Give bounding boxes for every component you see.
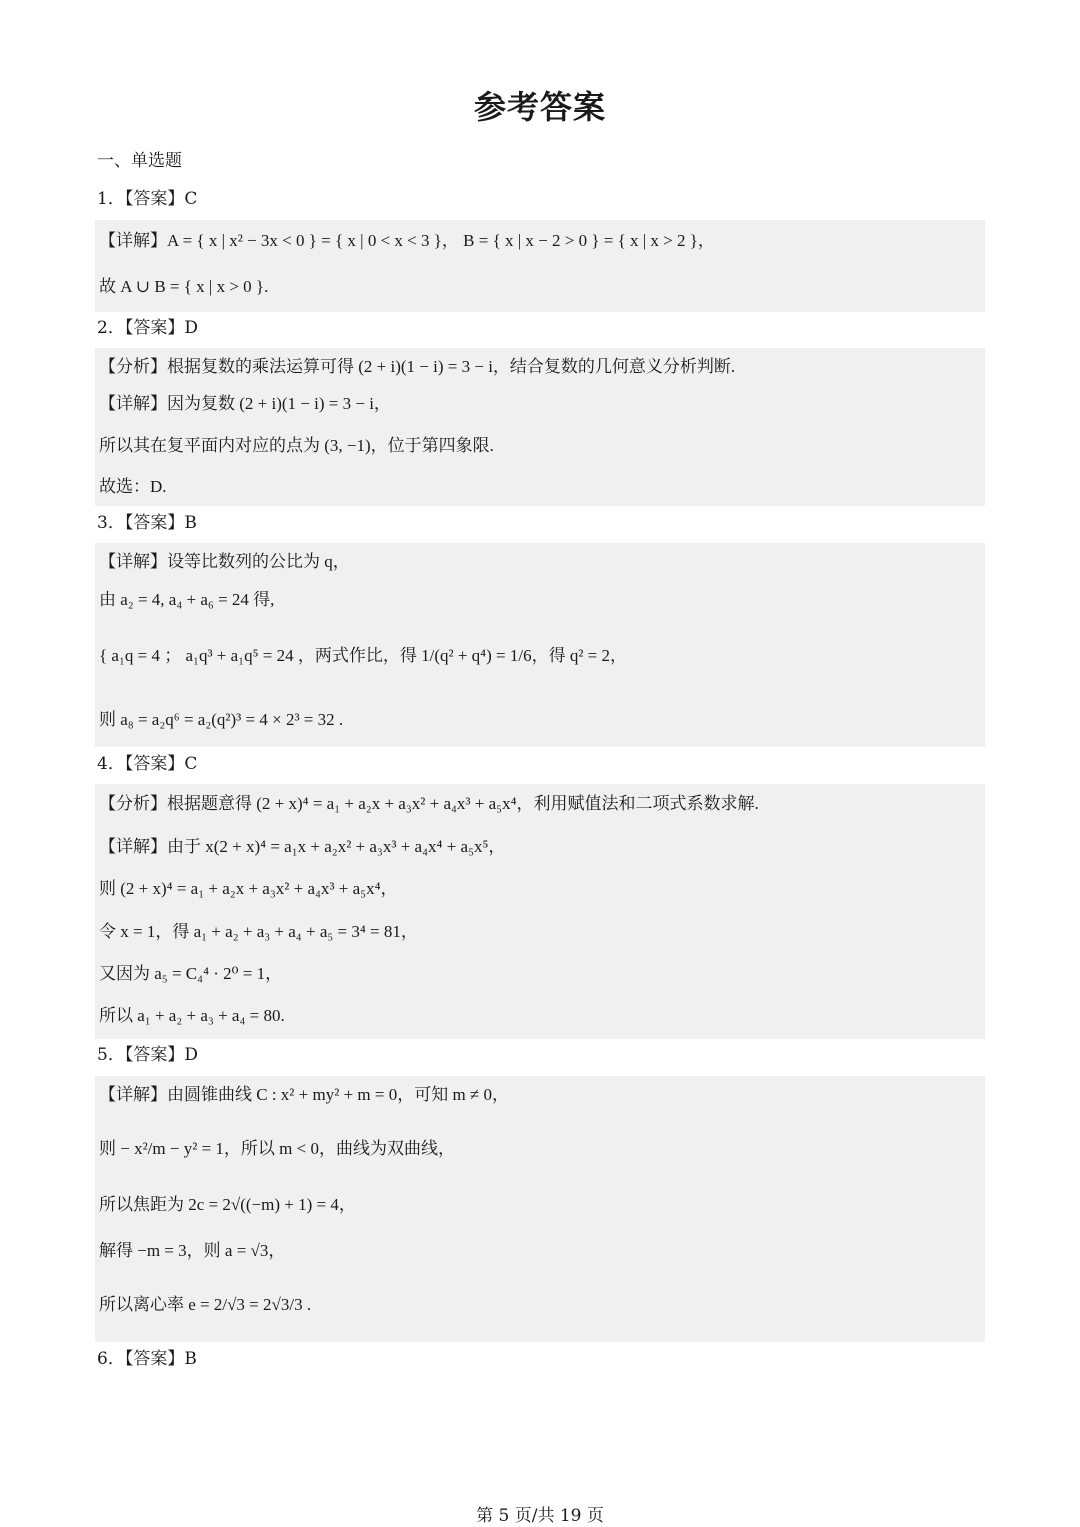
explanation-line: 所以 a₁ + a₂ + a₃ + a₄ = 80. — [99, 1006, 285, 1025]
explanation-line: 【详解】A = { x | x² − 3x < 0 } = { x | 0 < x < 3 }， B = { x | x − 2 > 0 } = { x | x > 2 }， — [99, 231, 715, 250]
answer-1: 1．【答案】C — [97, 189, 198, 209]
explanation-line: 所以离心率 e = 2/√3 = 2√3/3 . — [99, 1295, 312, 1314]
explanation-line: 则 a₈ = a₂q⁶ = a₂(q²)³ = 4 × 2³ = 32 . — [99, 710, 344, 729]
explanation-box-1 — [95, 220, 985, 312]
explanation-box-5 — [95, 1076, 985, 1342]
explanation-box-4 — [95, 784, 985, 1039]
explanation-line: 所以焦距为 2c = 2√((−m) + 1) = 4， — [99, 1195, 356, 1214]
explanation-box-3 — [95, 543, 985, 747]
explanation-line: 解得 −m = 3，则 a = √3， — [99, 1241, 286, 1260]
explanation-line: 又因为 a₅ = C₄⁴ · 2⁰ = 1， — [99, 964, 283, 983]
answer-3: 3．【答案】B — [97, 513, 197, 533]
explanation-box-2 — [95, 348, 985, 506]
page-title: 参考答案 — [473, 88, 606, 126]
section-heading: 一、单选题 — [97, 151, 182, 171]
explanation-line: 【分析】根据题意得 (2 + x)⁴ = a₁ + a₂x + a₃x² + a₄x³ + a₅x⁴，利用赋值法和二项式系数求解. — [99, 794, 759, 813]
explanation-line: 【详解】设等比数列的公比为 q， — [99, 552, 350, 571]
answer-6: 6．【答案】B — [97, 1349, 197, 1369]
explanation-line: 【详解】由于 x(2 + x)⁴ = a₁x + a₂x² + a₃x³ + a₄x⁴ + a₅x⁵， — [99, 837, 506, 856]
explanation-line: 故选：D. — [99, 477, 167, 496]
answer-2: 2．【答案】D — [97, 318, 198, 338]
explanation-line: 令 x = 1，得 a₁ + a₂ + a₃ + a₄ + a₅ = 3⁴ = 81， — [99, 922, 418, 941]
page-footer: 第 5 页/共 19 页 — [476, 1506, 604, 1526]
explanation-line: 则 − x²/m − y² = 1，所以 m < 0，曲线为双曲线， — [99, 1139, 455, 1158]
explanation-line: 【详解】由圆锥曲线 C : x² + my² + m = 0，可知 m ≠ 0， — [99, 1085, 510, 1104]
answer-5: 5．【答案】D — [97, 1045, 198, 1065]
explanation-line: 则 (2 + x)⁴ = a₁ + a₂x + a₃x² + a₄x³ + a₅x⁴， — [99, 879, 398, 898]
explanation-line: 【分析】根据复数的乘法运算可得 (2 + i)(1 − i) = 3 − i，结合复数的几何意义分析判断. — [99, 357, 736, 376]
explanation-line: 所以其在复平面内对应的点为 (3, −1)，位于第四象限. — [99, 436, 494, 455]
explanation-line: 【详解】因为复数 (2 + i)(1 − i) = 3 − i， — [99, 394, 391, 413]
explanation-line: { a₁q = 4 ； a₁q³ + a₁q⁵ = 24 ，两式作比，得 1/(q² + q⁴) = 1/6，得 q² = 2， — [99, 646, 628, 665]
explanation-line: 由 a₂ = 4, a₄ + a₆ = 24 得, — [99, 590, 275, 609]
explanation-line: 故 A ∪ B = { x | x > 0 }. — [99, 277, 269, 296]
answer-4: 4．【答案】C — [97, 754, 198, 774]
